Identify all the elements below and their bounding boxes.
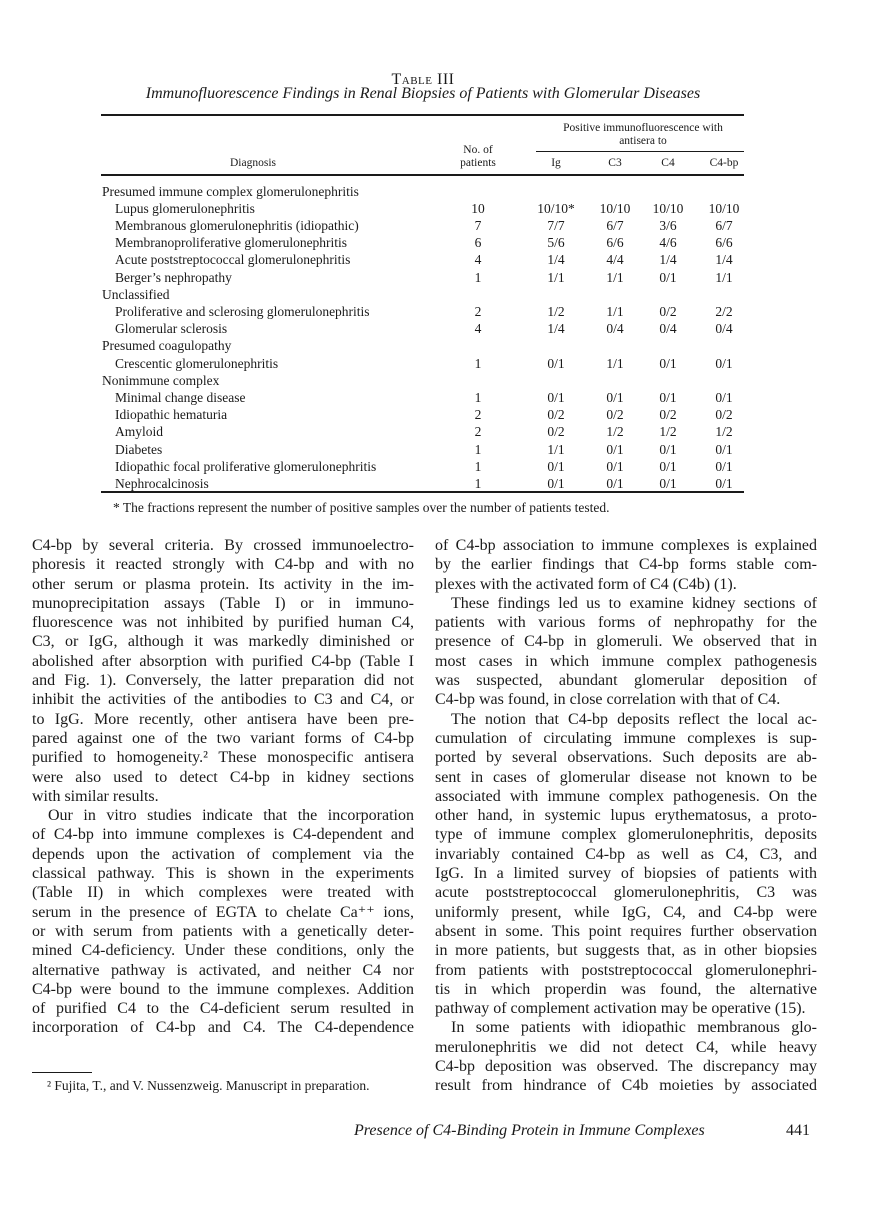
cell-c3: 6/6 <box>606 235 624 251</box>
text-line: acute poststreptococcal glomerulonephritis, C3 was <box>435 884 817 902</box>
cell-c3: 0/1 <box>606 389 624 405</box>
row-diagnosis: Nephrocalcinosis <box>115 475 209 491</box>
cell-c4bp: 1/2 <box>715 424 733 440</box>
text-line: C4-bp were bound to the immune complexes. Addition <box>32 980 414 998</box>
table-top-rule <box>101 114 744 116</box>
text-line: by the earlier findings that C4-bp forms stable com- <box>435 556 817 574</box>
cell-ig: 0/1 <box>547 355 565 371</box>
cell-c4: 0/1 <box>659 458 677 474</box>
text-line: or with serum from patients with a genetically deter- <box>32 922 414 940</box>
cell-c3: 4/4 <box>606 252 624 268</box>
text-line: associated with immune complex pathogenesis. On the <box>435 787 817 805</box>
cell-patients: 6 <box>474 235 482 251</box>
cell-ig: 1/1 <box>547 441 565 457</box>
cell-patients: 1 <box>474 355 482 371</box>
cell-c3: 6/7 <box>606 217 624 233</box>
text-line: merulonephritis we did not detect C4, while heavy <box>435 1038 817 1056</box>
running-title: Presence of C4-Binding Protein in Immune Complexes <box>354 1122 705 1139</box>
row-diagnosis: Berger’s nephropathy <box>115 269 232 285</box>
text-line: abolished after absorption with purified C4-bp (Table I <box>32 652 414 670</box>
cell-ig: 1/1 <box>547 269 565 285</box>
row-diagnosis: Idiopathic focal proliferative glomerulonephritis <box>115 458 377 474</box>
cell-ig: 0/1 <box>547 475 565 491</box>
footnote-text: ² Fujita, T., and V. Nussenzweig. Manuscript in preparation. <box>47 1078 370 1093</box>
cell-patients: 1 <box>474 441 482 457</box>
cell-c3: 1/2 <box>606 424 624 440</box>
group-heading: Unclassified <box>102 286 170 302</box>
cell-patients: 7 <box>474 217 482 233</box>
cell-c3: 0/1 <box>606 441 624 457</box>
text-line: presence of C4-bp in glomeruli. We observed that in <box>435 633 817 651</box>
cell-c4bp: 0/1 <box>715 475 733 491</box>
cell-c4: 0/1 <box>659 355 677 371</box>
text-line: cumulation of circulating immune complexes is sup- <box>435 729 817 747</box>
cell-ig: 0/1 <box>547 389 565 405</box>
cell-patients: 10 <box>471 200 485 216</box>
table-footnote: * The fractions represent the number of positive samples over the number of patients tested. <box>113 500 610 515</box>
cell-ig: 7/7 <box>547 217 565 233</box>
text-line: other hand, in systemic lupus erythematosus, a proto- <box>435 807 817 825</box>
text-line: to IgG. More recently, other antisera have been pre- <box>32 710 414 728</box>
text-column-left <box>32 536 414 1038</box>
text-line: inhibit the activities of the antibodies to C3 and C4, or <box>32 691 414 709</box>
cell-patients: 4 <box>474 252 482 268</box>
cell-c4bp: 1/4 <box>715 252 733 268</box>
cell-c4bp: 6/7 <box>715 217 733 233</box>
text-line: alternative pathway is activated, and neither C4 nor <box>32 961 414 979</box>
text-line: of C4-bp into immune complexes is C4-dependent and <box>32 826 414 844</box>
cell-c4bp: 0/1 <box>715 458 733 474</box>
header-diagnosis: Diagnosis <box>230 157 276 169</box>
cell-c4: 1/4 <box>659 252 677 268</box>
text-line: C4-bp was found, in close correlation with that of C4. <box>435 691 781 709</box>
cell-c3: 0/2 <box>606 407 624 423</box>
cell-c4: 0/1 <box>659 269 677 285</box>
text-line: pared against one of the two variant forms of C4-bp <box>32 729 414 747</box>
group-heading: Presumed immune complex glomerulonephritis <box>102 183 359 199</box>
cell-c4: 0/4 <box>659 321 677 337</box>
cell-c4bp: 10/10 <box>708 200 740 216</box>
text-column-right <box>435 536 817 1096</box>
header-positive-immunofluorescence: Positive immunofluorescence with antisera to <box>563 122 723 147</box>
text-line: from patients with poststreptococcal glomerulonephri- <box>435 961 817 979</box>
row-diagnosis: Glomerular sclerosis <box>115 321 228 337</box>
text-line: with similar results. <box>32 787 159 805</box>
cell-patients: 2 <box>474 407 482 423</box>
cell-c4: 3/6 <box>659 217 677 233</box>
text-line: sent in cases of glomerular disease not known to be <box>435 768 817 786</box>
cell-c4bp: 2/2 <box>715 303 733 319</box>
cell-ig: 1/4 <box>547 252 565 268</box>
text-line: mined C4-deficiency. Under these conditions, only the <box>32 942 414 960</box>
text-line: invariably contained C4-bp as well as C4, C3, and <box>435 845 817 863</box>
text-line: munoprecipitation assays (Table I) or in immuno- <box>32 594 414 612</box>
header-ig: Ig <box>551 157 561 169</box>
text-line: The notion that C4-bp deposits reflect the local ac- <box>451 710 817 728</box>
text-line: ported by several observations. Such deposits are ab- <box>435 749 817 767</box>
text-line: patients with various forms of nephropathy for the <box>435 614 817 632</box>
header-c3: C3 <box>608 157 622 169</box>
text-line: IgG. In a limited survey of biopsies of patients with <box>435 865 817 883</box>
group-heading: Nonimmune complex <box>102 372 220 388</box>
cell-c4bp: 0/4 <box>715 321 733 337</box>
cell-ig: 0/2 <box>547 407 565 423</box>
cell-c3: 0/1 <box>606 475 624 491</box>
cell-c3: 1/1 <box>606 355 624 371</box>
cell-ig: 5/6 <box>547 235 565 251</box>
row-diagnosis: Crescentic glomerulonephritis <box>115 355 279 371</box>
cell-c4bp: 0/1 <box>715 355 733 371</box>
row-diagnosis: Lupus glomerulonephritis <box>115 200 255 216</box>
cell-c4bp: 6/6 <box>715 235 733 251</box>
cell-ig: 1/2 <box>547 303 565 319</box>
text-line: tis in which properdin was found, the alternative <box>435 980 817 998</box>
row-diagnosis: Minimal change disease <box>115 389 246 405</box>
cell-patients: 1 <box>474 389 482 405</box>
cell-c4bp: 1/1 <box>715 269 733 285</box>
cell-c4: 4/6 <box>659 235 677 251</box>
text-line: result from hindrance of C4b moieties by associated <box>435 1077 817 1095</box>
text-line: absent in some. This point requires further observation <box>435 922 817 940</box>
group-heading: Presumed coagulopathy <box>102 338 232 354</box>
cell-c4: 0/2 <box>659 303 677 319</box>
cell-patients: 2 <box>474 424 482 440</box>
row-diagnosis: Membranoproliferative glomerulonephritis <box>115 235 348 251</box>
text-line: uniformly present, while IgG, C4, and C4-bp were <box>435 903 817 921</box>
text-line: (Table II) in which complexes were treated with <box>32 884 414 902</box>
text-line: C4-bp deposition was observed. The discrepancy may <box>435 1058 817 1076</box>
text-line: C4-bp by several criteria. By crossed immunoelectro- <box>32 537 414 554</box>
text-line: phoresis it reacted strongly with C4-bp and with no <box>32 556 414 574</box>
cell-c3: 1/1 <box>606 269 624 285</box>
cell-c4: 0/1 <box>659 389 677 405</box>
cell-c4bp: 0/2 <box>715 407 733 423</box>
text-line: in more patients, but suggests that, as in other biopsies <box>435 942 817 960</box>
text-line: These findings led us to examine kidney sections of <box>451 594 817 612</box>
text-line: was suspected, abundant glomerular deposition of <box>435 672 817 690</box>
text-line: Our in vitro studies indicate that the incorporation <box>48 807 414 825</box>
row-diagnosis: Proliferative and sclerosing glomerulonephritis <box>115 303 370 319</box>
cell-patients: 1 <box>474 475 482 491</box>
row-diagnosis: Diabetes <box>115 441 163 457</box>
table-header-rule <box>101 174 744 176</box>
cell-patients: 2 <box>474 303 482 319</box>
text-line: classical pathway. This is shown in the experiments <box>32 865 414 883</box>
text-line: In some patients with idiopathic membranous glo- <box>451 1019 817 1037</box>
text-line: most cases in which immune complex pathogenesis <box>435 652 817 670</box>
text-line: serum in the presence of EGTA to chelate Ca⁺⁺ ions, <box>32 903 414 921</box>
text-line: of purified C4 to the C4-deficient serum resulted in <box>32 1000 414 1018</box>
text-line: other serum or plasma protein. Its activity in the im- <box>32 575 414 593</box>
text-line: purified to homogeneity.² These monospecific antisera <box>32 749 414 767</box>
text-line: C3, or IgG, although it was markedly diminished or <box>32 633 414 651</box>
table-bottom-rule <box>101 491 744 493</box>
row-diagnosis: Acute poststreptococcal glomerulonephritis <box>115 252 351 268</box>
cell-c4: 10/10 <box>652 200 684 216</box>
cell-c3: 1/1 <box>606 303 624 319</box>
cell-c3: 0/4 <box>606 321 624 337</box>
text-line: of C4-bp association to immune complexes is explained <box>435 537 817 554</box>
cell-c4bp: 0/1 <box>715 441 733 457</box>
text-line: fluorescence was not inhibited by purified human C4, <box>32 614 414 632</box>
row-diagnosis: Amyloid <box>115 424 164 440</box>
header-patients: No. of patients <box>460 144 496 169</box>
row-diagnosis: Membranous glomerulonephritis (idiopathic) <box>115 217 359 233</box>
cell-c4: 0/2 <box>659 407 677 423</box>
cell-patients: 1 <box>474 458 482 474</box>
cell-c3: 10/10 <box>599 200 631 216</box>
text-line: depends upon the activation of complement via the <box>32 845 414 863</box>
cell-patients: 4 <box>474 321 482 337</box>
footnote-rule <box>32 1072 92 1073</box>
cell-c3: 0/1 <box>606 458 624 474</box>
table-label: Table III <box>391 71 455 88</box>
cell-ig: 1/4 <box>547 321 565 337</box>
cell-c4: 1/2 <box>659 424 677 440</box>
text-line: and Fig. 1). Conversely, the latter preparation did not <box>32 672 414 690</box>
header-c4bp: C4-bp <box>709 157 739 169</box>
cell-c4: 0/1 <box>659 441 677 457</box>
cell-c4bp: 0/1 <box>715 389 733 405</box>
page-number: 441 <box>786 1122 810 1139</box>
header-c4: C4 <box>661 157 675 169</box>
table-caption: Immunofluorescence Findings in Renal Biopsies of Patients with Glomerular Diseases <box>145 85 701 102</box>
header-subrule <box>536 151 744 152</box>
text-line: plexes with the activated form of C4 (C4b) (1). <box>435 575 737 593</box>
cell-ig: 10/10* <box>537 200 575 216</box>
text-line: incorporation of C4-bp and C4. The C4-dependence <box>32 1019 414 1037</box>
text-line: were also used to detect C4-bp in kidney sections <box>32 768 414 786</box>
cell-c4: 0/1 <box>659 475 677 491</box>
text-line: pathway of complement activation may be operative (15). <box>435 1000 806 1018</box>
cell-patients: 1 <box>474 269 482 285</box>
cell-ig: 0/2 <box>547 424 565 440</box>
cell-ig: 0/1 <box>547 458 565 474</box>
text-line: type of immune complex glomerulonephritis, deposits <box>435 826 817 844</box>
row-diagnosis: Idiopathic hematuria <box>115 407 228 423</box>
